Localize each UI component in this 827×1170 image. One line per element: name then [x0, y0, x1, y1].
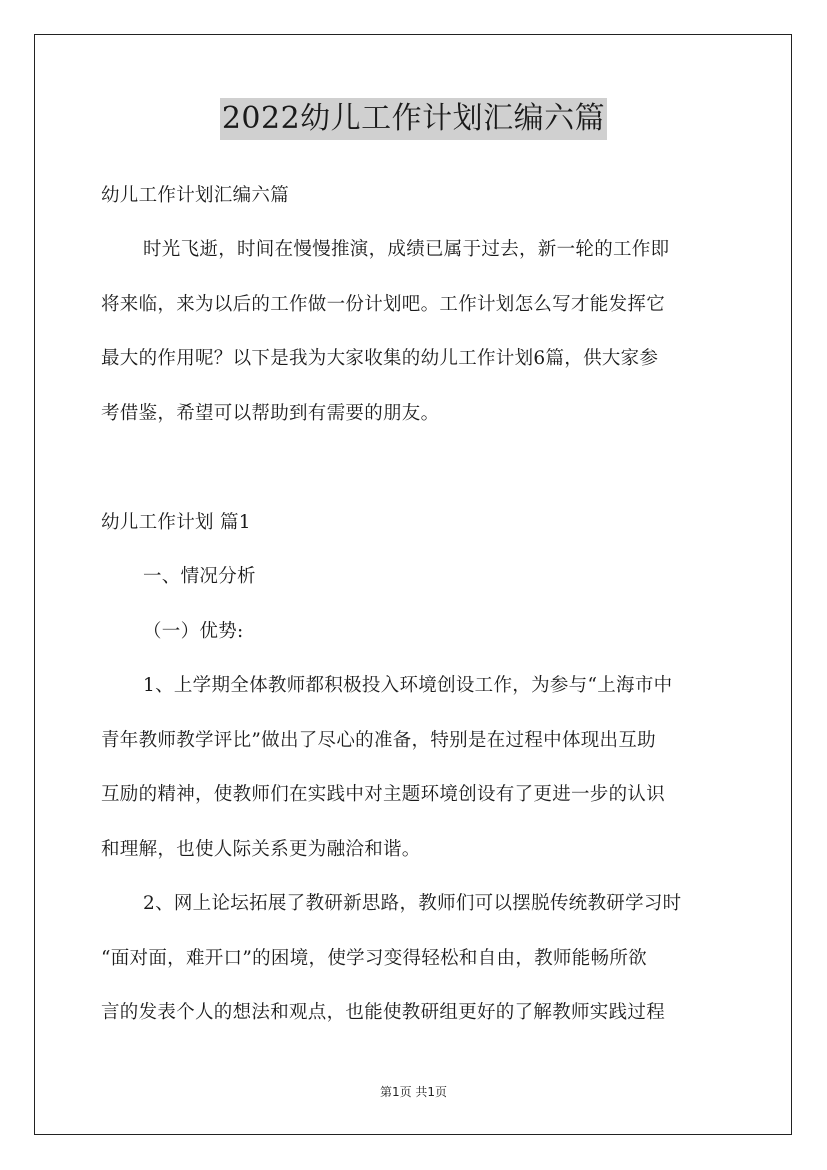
para1-line-4: 和理解，也使人际关系更为融洽和谐。 [101, 839, 421, 860]
para1-line-1: 1、上学期全体教师都积极投入环境创设工作，为参与“上海市中 [143, 675, 673, 696]
para2-line-3: 言的发表个人的想法和观点，也能使教研组更好的了解教师实践过程 [101, 1002, 666, 1023]
intro-line-2: 将来临，来为以后的工作做一份计划吧。工作计划怎么写才能发挥它 [101, 294, 666, 315]
part-heading: 一、情况分析 [143, 566, 256, 587]
para1-line-3: 互励的精神，使教师们在实践中对主题环境创设有了更进一步的认识 [101, 784, 666, 805]
sub-heading: （一）优势: [143, 621, 244, 642]
page-footer: 第1页 共1页 [379, 1085, 448, 1099]
intro-line-4: 考借鉴，希望可以帮助到有需要的朋友。 [101, 403, 440, 424]
title-container [0, 98, 827, 140]
document-title: 2022幼儿工作计划汇编六篇 [220, 98, 607, 140]
intro-line-1: 时光飞逝，时间在慢慢推演，成绩已属于过去，新一轮的工作即 [143, 239, 670, 260]
intro-line-3: 最大的作用呢？以下是我为大家收集的幼儿工作计划6篇，供大家参 [101, 348, 659, 369]
para2-line-1: 2、网上论坛拓展了教研新思路，教师们可以摆脱传统教研学习时 [143, 893, 682, 914]
para2-line-2: “面对面，难开口”的困境，使学习变得轻松和自由，教师能畅所欲 [101, 948, 647, 969]
section-heading: 幼儿工作计划 篇1 [101, 512, 251, 533]
para1-line-2: 青年教师教学评比”做出了尽心的准备，特别是在过程中体现出互助 [101, 730, 656, 751]
document-subtitle: 幼儿工作计划汇编六篇 [101, 185, 290, 206]
